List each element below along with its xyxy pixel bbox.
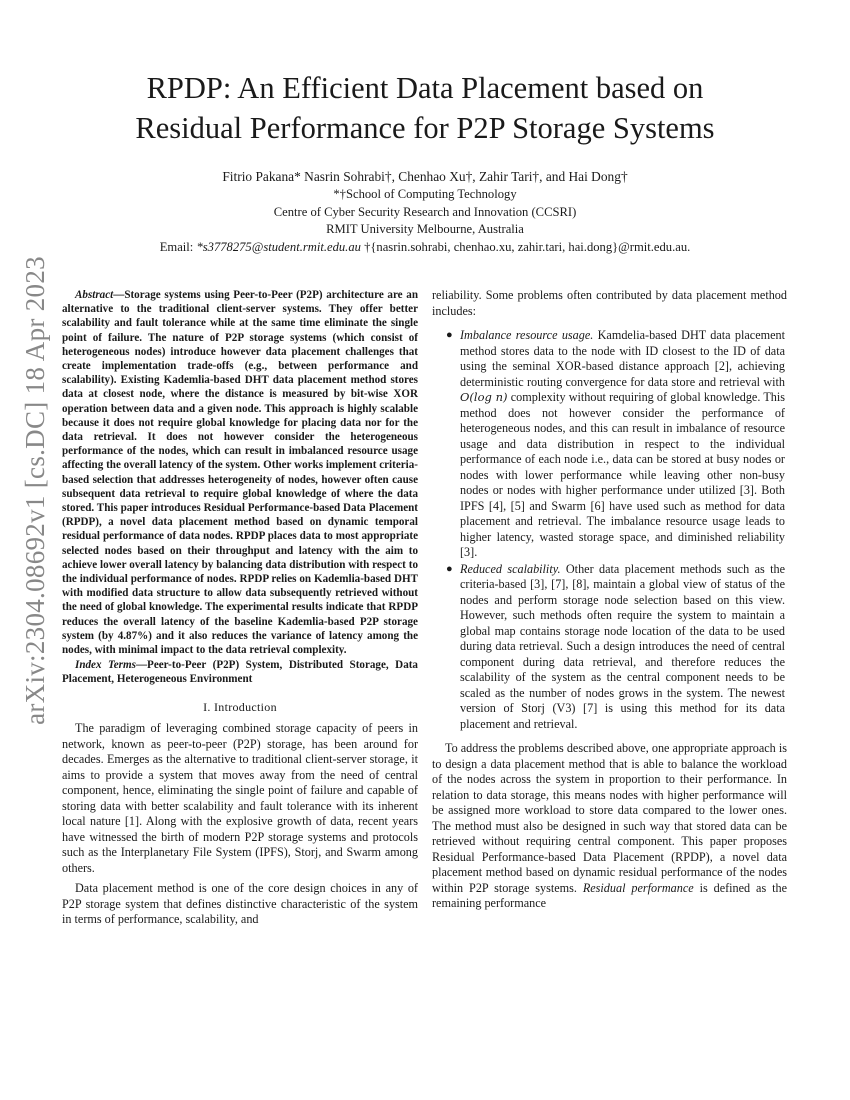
email-staff: †{nasrin.sohrabi, chenhao.xu, zahir.tari, hai.dong}@rmit.edu.au.: [360, 239, 691, 254]
arxiv-id: arXiv:2304.08692v1 [cs.DC] 18 Apr 2023: [19, 255, 50, 725]
index-terms-text: —Peer-to-Peer (P2P) System, Distributed Storage, Data Placement, Heterogeneous Environment: [62, 659, 418, 686]
index-terms-label: Index Terms: [75, 659, 136, 672]
approach-emphasis: Residual performance: [582, 880, 694, 895]
affiliation-block: [60, 186, 790, 256]
problem-list: [432, 328, 787, 732]
list-item-text-cont: complexity without requiring of global knowledge. This method does not however consider the performance of heterogeneous nodes, and this can result in imbalance of resource usage and data distribution in respect to the individual performance of each node i.e., data can be stored at busy nodes or nodes with lower performance while leaving other non-busy nodes or nodes with higher performance under utilized [3]. Both IPFS [4], [5] and Swarm [6] have used such as method for data placement and retrieval. The imbalance resource usage leads to higher latency, wasted storage space, and diminished reliability [3].: [460, 390, 785, 559]
list-item-text: Other data placement methods such as the criteria-based [3], [7], [8], maintain a global view of status of the nodes and perform storage node selection based on this view. However, such methods often require the system to maintain a global map contains storage node location of the data to be used during data retrieval. Such a design introduces the need of central component during data retrieval, and therefore reduces the scalability of the system as the central component needs to be scaled as the number of nodes grows in the system. The newest version of Storj (V3) [7] is using this method for its data placement and retrieval.: [460, 561, 785, 731]
approach-tail: is defined as the remaining performance: [432, 880, 787, 910]
author-list: Fitrio Pakana* Nasrin Sohrabi†, Chenhao Xu†, Zahir Tari†, and Hai Dong†: [222, 169, 628, 184]
intro-paragraph-2: Data placement method is one of the core design choices in any of P2P storage system that defines distinctive characteristic of the system in terms of performance, scalability, and: [62, 881, 418, 927]
list-item-title: Imbalance resource usage.: [460, 328, 594, 342]
list-item-text: Kamdelia-based DHT data placement method stores data to the node with ID closest to the ID of data using the seminal XOR-based distance approach [2], achieving deterministic routing convergence for data store and retrieval with: [460, 328, 785, 389]
section-heading-introduction: I. Introduction: [203, 699, 277, 714]
approach-text: To address the problems described above, one appropriate approach is to design a data placement method that is able to balance the workload of the nodes across the system in proportion to their performance. In relation to data storage, this means nodes with higher performance will be assigned more workload to store data compared to the lower ones. The method must also be designed in such way that stored data can be retrieved without requiring central component. This paper proposes Residual Performance-based Data Placement (RPDP), a novel data placement method based on dynamic residual performance of the nodes within P2P storage systems.: [432, 741, 787, 895]
bullet-icon: ●: [446, 329, 453, 341]
affiliation-university: RMIT University Melbourne, Australia: [326, 222, 524, 236]
intro-paragraph-1: The paradigm of leveraging combined storage capacity of peers in network, known as peer-to-peer (P2P) storage, has been around for decades. Emerges as the alternative to traditional client-server storage, it aims to provide a system that moves away from the need of central component, hence, eliminating the single point of failure and capable of storing data with better scalability and fault tolerance with its inherent local nature [1]. Along with the explosive growth of data, recent years have witnessed the birth of modern P2P storage systems and protocols such as the Interplanetary File System (IPFS), Storj, and Swarm among others.: [62, 721, 418, 875]
affiliation-centre: Centre of Cyber Security Research and Innovation (CCSRI): [273, 204, 577, 219]
title-line-2: Residual Performance for P2P Storage Systems: [135, 111, 715, 145]
paper-title: [60, 68, 790, 148]
right-column: [432, 288, 787, 912]
complexity-math: O(log n): [460, 390, 508, 404]
approach-paragraph: [432, 741, 787, 912]
affiliation-school: *†School of Computing Technology: [333, 187, 517, 201]
index-terms: [62, 658, 418, 686]
abstract-label: Abstract: [75, 289, 114, 301]
arxiv-sidebar-stamp: [12, 255, 58, 725]
abstract-text: —Storage systems using Peer-to-Peer (P2P) architecture are an alternative to the traditional client-server systems. They offer better scalability and fault tolerance while at the same time eliminate the single point of failure. The nature of P2P storage systems (which consist of heterogeneous nodes) introduce however data placement challenges that create implementation trade-offs (e.g., between performance and scalability). Existing Kademlia-based DHT data placement method stores data at closest node, where the distance is measured by bit-wise XOR operation between data and a given node. This approach is highly scalable because it does not require global knowledge for placing data nor for the data retrieval. It does not however consider the heterogeneous performance of the nodes, which can result in imbalanced resource usage affecting the overall latency of the system. Other works implement criteria-based selection that addresses heterogeneity of nodes, however often cause subsequent data retrieval to require global knowledge of where the data stored. This paper introduces Residual Performance-based Data Placement (RPDP), a novel data placement method based on dynamic temporal residual performance of data nodes. RPDP places data to most appropriate selected nodes based on their throughput and latency with the aim to achieve lower overall latency by balancing data distribution with respect to the individual performance of nodes. RPDP relies on Kademlia-based DHT with modified data structure to allow data subsequently retrieved without the need of global knowledge. The experimental results indicate that RPDP reduces the overall latency of the baseline Kademlia-based P2P storage system (by 4.87%) and it also reduces the variance of latency among the nodes, with minimal impact to the data retrieval complexity.: [62, 289, 418, 657]
list-item-title: Reduced scalability.: [460, 561, 561, 576]
left-column: [62, 288, 418, 928]
abstract: [62, 288, 418, 657]
email-line: [60, 239, 790, 257]
email-label: Email:: [159, 239, 197, 254]
bullet-icon: ●: [446, 562, 453, 575]
continued-paragraph: reliability. Some problems often contributed by data placement method includes:: [432, 288, 787, 318]
list-item: [432, 328, 787, 561]
list-item: [432, 562, 787, 733]
email-student: *s3778275@student.rmit.edu.au: [196, 239, 361, 254]
title-line-1: RPDP: An Efficient Data Placement based on: [146, 71, 704, 105]
